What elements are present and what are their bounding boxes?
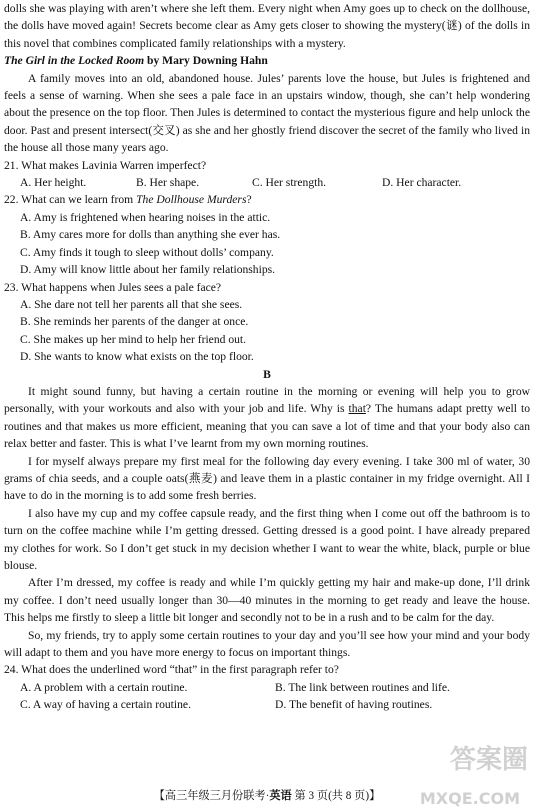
q22-stem-end: ?: [246, 193, 252, 207]
q23-option-d: D. She wants to know what exists on the top floor.: [20, 350, 254, 364]
q22-option-a: A. Amy is frightened when hearing noises in the attic.: [20, 210, 271, 224]
watermark-logo: 答案圈: [449, 745, 528, 775]
question-24-stem: 24. What does the underlined word “that” in the first paragraph refer to?: [4, 663, 339, 677]
q22-option-d: D. Amy will know little about her family relationships.: [20, 263, 276, 277]
q24-options-row-1: [4, 679, 530, 696]
passage-b-paragraph-3: I also have my cup and my coffee capsule ready, and the first thing when I come out off the bathroom is to turn on the coffee machine while I’m getting dressed. Getting dressed is a good point. I have already prepared my clothes for work. So I don’t get stuck in my decision whether I want to wear the white, black, purple or blue blouse.: [4, 506, 530, 572]
q22-option-b: B. Amy cares more for dolls than anything she ever has.: [20, 228, 281, 242]
q21-option-a: A. Her height.: [20, 176, 87, 190]
question-21-stem: 21. What makes Lavinia Warren imperfect?: [4, 158, 207, 172]
section-b-heading: B: [263, 367, 271, 381]
q23-option-c: C. She makes up her mind to help her friend out.: [20, 332, 247, 346]
p1-text-end: ? The humans adapt pretty well to routines and that makes us more efficient, meaning that you can save a lot of time and that your body also can relax better and faster. This is what I’ve learnt from my own morning routines.: [4, 402, 530, 451]
footer-left: 【高三年级三月份联考·: [153, 790, 270, 802]
q22-option-c: C. Amy finds it tough to sleep without dolls’ company.: [20, 245, 274, 259]
q24-options-row-2: [4, 696, 530, 713]
passage-b-paragraph-4: After I’m dressed, my coffee is ready and while I’m quickly getting my hair and make-up done, I’ll drink my coffee. I don’t need usually longer than 30—40 minutes in the morning to get ready and leave the house. This helps me firstly to sleep a little bit longer and secondly not to be in a rush and to be calm for the day.: [4, 576, 530, 625]
q24-option-b: B. The link between routines and life.: [275, 680, 450, 694]
page-footer: [0, 788, 534, 808]
passage-b-paragraph-5: So, my friends, try to apply some certain routines to your day and you’ll see how your mind and your body will adapt to them and you have more energy to focus on important things.: [4, 628, 530, 660]
q22-stem-text: 22. What can we learn from: [4, 193, 137, 207]
passage-b-paragraph-1: [4, 383, 530, 453]
book-description: A family moves into an old, abandoned house. Jules’ parents love the house, but Jules is frightened and feels a sense of warning. When she sees a pale face in an upstairs window, though, she can’t help wondering about the presence on the top floor. Then Jules is determined to contact the mysterious figure and help unlock the door. Past and present intersect(交叉) as she and her ghostly friend discover the secret of the family who lived in the house all those many years ago.: [4, 71, 530, 155]
underlined-word: that: [348, 402, 366, 416]
passage-b-paragraph-2: I for myself always prepare my first meal for the following day every evening. I take 300 ml of water, 30 grams of chia seeds, and a couple oats(燕麦) and leave them in a plastic container in my fridge overnight. All I have to do in the morning is to add some fresh berries.: [4, 454, 530, 503]
p1-text-start: It might sound funny, but having a certain routine in the morning or evening will help you to grow personally, with your workouts and also with your job and life. Why is: [4, 384, 530, 416]
book-heading: [4, 52, 530, 69]
question-21-options: [4, 174, 530, 191]
book-title: The Girl in the Locked Room: [4, 54, 145, 68]
exam-page: [4, 0, 530, 714]
q24-option-c: C. A way of having a certain routine.: [20, 698, 191, 712]
footer-subject: 英语: [269, 790, 292, 802]
footer-right: 第 3 页(共 8 页)】: [291, 790, 381, 802]
question-22-stem: [4, 191, 530, 208]
book-author: by Mary Downing Hahn: [144, 54, 268, 68]
watermark-url: MXQE.COM: [419, 789, 520, 808]
q21-option-d: D. Her character.: [382, 176, 462, 190]
q21-option-c: C. Her strength.: [252, 176, 327, 190]
question-23-stem: 23. What happens when Jules sees a pale face?: [4, 280, 222, 294]
q24-option-a: A. A problem with a certain routine.: [20, 680, 188, 694]
q22-stem-title: The Dollhouse Murders: [136, 193, 247, 207]
intro-paragraph: dolls she was playing with aren’t where she left them. Every night when Amy goes up to check on the dollhouse, the dolls have moved again! Secrets become clear as Amy gets closer to showing the mystery(谜) of the dolls in this novel that combines complicated family relationships with a mystery.: [4, 2, 530, 50]
q23-option-b: B. She reminds her parents of the danger at once.: [20, 315, 249, 329]
q21-option-b: B. Her shape.: [136, 176, 200, 190]
q23-option-a: A. She dare not tell her parents all that she sees.: [20, 297, 243, 311]
q24-option-d: D. The benefit of having routines.: [275, 698, 433, 712]
